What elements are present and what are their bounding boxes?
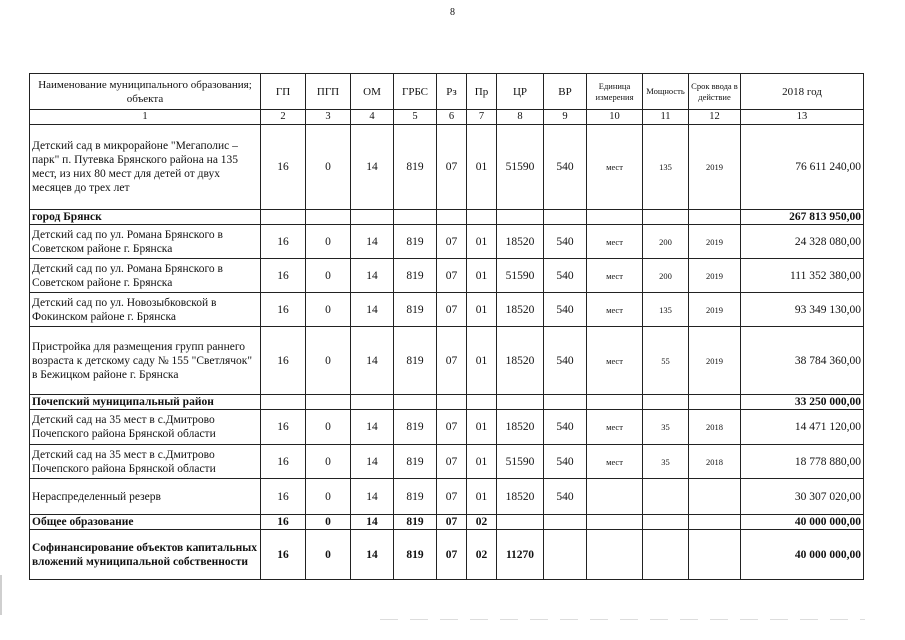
cell-grbs: 819 — [394, 293, 437, 327]
cell-pgp: 0 — [306, 293, 351, 327]
table-row — [30, 327, 864, 395]
cell-grbs: 819 — [394, 327, 437, 395]
header-vr: ВР — [544, 74, 587, 110]
header-row — [30, 74, 864, 110]
cell-amount: 111 352 380,00 — [741, 259, 864, 293]
cell-grbs: 819 — [394, 410, 437, 445]
object-name: Детский сад на 35 мест в с.Дмитрово Почепского района Брянской области — [30, 445, 261, 479]
cell-cr — [497, 515, 544, 530]
object-name: Софинансирование объектов капитальных вложений муниципальной собственности — [30, 530, 261, 580]
object-name: Общее образование — [30, 515, 261, 530]
cell-unit — [587, 530, 643, 580]
empty-cell — [437, 210, 467, 225]
cell-term: 2019 — [689, 293, 741, 327]
cell-om: 14 — [351, 515, 394, 530]
cell-om: 14 — [351, 445, 394, 479]
empty-cell — [394, 210, 437, 225]
cell-unit: мест — [587, 259, 643, 293]
cell-rz: 07 — [437, 515, 467, 530]
cell-grbs: 819 — [394, 225, 437, 259]
column-number: 2 — [261, 110, 306, 125]
cell-capacity — [643, 515, 689, 530]
empty-cell — [544, 395, 587, 410]
header-unit: Единица измерения — [587, 74, 643, 110]
column-number: 8 — [497, 110, 544, 125]
cell-unit: мест — [587, 293, 643, 327]
empty-cell — [437, 395, 467, 410]
cell-vr: 540 — [544, 327, 587, 395]
cell-amount: 30 307 020,00 — [741, 479, 864, 515]
cell-unit: мест — [587, 410, 643, 445]
group-name: город Брянск — [30, 210, 261, 225]
header-capacity: Мощность — [643, 74, 689, 110]
empty-cell — [351, 210, 394, 225]
cell-rz: 07 — [437, 530, 467, 580]
empty-cell — [467, 395, 497, 410]
group-row — [30, 395, 864, 410]
cell-grbs: 819 — [394, 125, 437, 210]
cell-grbs: 819 — [394, 445, 437, 479]
cell-gp: 16 — [261, 259, 306, 293]
column-number: 9 — [544, 110, 587, 125]
empty-cell — [689, 210, 741, 225]
cell-pr: 01 — [467, 225, 497, 259]
cell-unit — [587, 479, 643, 515]
empty-cell — [351, 395, 394, 410]
cell-pr: 02 — [467, 530, 497, 580]
table-row — [30, 445, 864, 479]
table-row — [30, 259, 864, 293]
group-row — [30, 210, 864, 225]
cell-amount: 18 778 880,00 — [741, 445, 864, 479]
cell-cr: 51590 — [497, 125, 544, 210]
cell-vr: 540 — [544, 225, 587, 259]
cell-rz: 07 — [437, 225, 467, 259]
cell-pgp: 0 — [306, 515, 351, 530]
cell-om: 14 — [351, 479, 394, 515]
cell-rz: 07 — [437, 259, 467, 293]
page-number: 8 — [450, 7, 455, 18]
empty-cell — [261, 395, 306, 410]
empty-cell — [587, 210, 643, 225]
cell-term — [689, 515, 741, 530]
cell-amount: 38 784 360,00 — [741, 327, 864, 395]
cell-term — [689, 479, 741, 515]
cell-vr: 540 — [544, 125, 587, 210]
empty-cell — [306, 395, 351, 410]
cell-term: 2019 — [689, 327, 741, 395]
cell-pgp: 0 — [306, 225, 351, 259]
cell-amount: 40 000 000,00 — [741, 530, 864, 580]
cell-term: 2018 — [689, 445, 741, 479]
table-row — [30, 125, 864, 210]
column-number: 4 — [351, 110, 394, 125]
cell-term: 2018 — [689, 410, 741, 445]
cell-pgp: 0 — [306, 410, 351, 445]
empty-cell — [497, 395, 544, 410]
cell-amount: 24 328 080,00 — [741, 225, 864, 259]
cell-grbs: 819 — [394, 259, 437, 293]
cell-pgp: 0 — [306, 445, 351, 479]
cell-vr: 540 — [544, 259, 587, 293]
empty-cell — [467, 210, 497, 225]
table-row — [30, 225, 864, 259]
cell-pr: 01 — [467, 125, 497, 210]
group-amount: 33 250 000,00 — [741, 395, 864, 410]
cell-cr: 51590 — [497, 445, 544, 479]
cell-om: 14 — [351, 293, 394, 327]
cell-pr: 01 — [467, 327, 497, 395]
header-term: Срок ввода в действие — [689, 74, 741, 110]
cell-vr: 540 — [544, 293, 587, 327]
header-pr: Пр — [467, 74, 497, 110]
cell-capacity: 35 — [643, 445, 689, 479]
cell-om: 14 — [351, 410, 394, 445]
cell-pgp: 0 — [306, 479, 351, 515]
cell-term — [689, 530, 741, 580]
cell-pr: 01 — [467, 410, 497, 445]
cell-amount: 93 349 130,00 — [741, 293, 864, 327]
cell-om: 14 — [351, 259, 394, 293]
header-pgp: ПГП — [306, 74, 351, 110]
object-name: Нераспределенный резерв — [30, 479, 261, 515]
cell-capacity: 135 — [643, 293, 689, 327]
cell-grbs: 819 — [394, 515, 437, 530]
cell-pr: 02 — [467, 515, 497, 530]
header-year: 2018 год — [741, 74, 864, 110]
cell-unit: мест — [587, 327, 643, 395]
cell-om: 14 — [351, 327, 394, 395]
header-name: Наименование муниципального образования; объекта — [30, 74, 261, 110]
cell-grbs: 819 — [394, 479, 437, 515]
cell-rz: 07 — [437, 410, 467, 445]
header-om: ОМ — [351, 74, 394, 110]
table-row — [30, 530, 864, 580]
cell-gp: 16 — [261, 410, 306, 445]
cell-vr: 540 — [544, 445, 587, 479]
column-number-row — [30, 110, 864, 125]
cell-capacity: 135 — [643, 125, 689, 210]
empty-cell — [306, 210, 351, 225]
empty-cell — [394, 395, 437, 410]
table-row — [30, 479, 864, 515]
column-number: 1 — [30, 110, 261, 125]
cell-gp: 16 — [261, 293, 306, 327]
cell-pgp: 0 — [306, 259, 351, 293]
cell-pr: 01 — [467, 293, 497, 327]
cell-gp: 16 — [261, 225, 306, 259]
scan-edge-mark — [0, 575, 2, 615]
cell-gp: 16 — [261, 445, 306, 479]
cell-capacity: 200 — [643, 259, 689, 293]
group-amount: 267 813 950,00 — [741, 210, 864, 225]
cell-pr: 01 — [467, 445, 497, 479]
cell-pgp: 0 — [306, 327, 351, 395]
cell-cr: 18520 — [497, 410, 544, 445]
object-name: Детский сад по ул. Новозыбковской в Фокинском районе г. Брянска — [30, 293, 261, 327]
cell-rz: 07 — [437, 293, 467, 327]
column-number: 5 — [394, 110, 437, 125]
cell-vr — [544, 530, 587, 580]
empty-cell — [587, 395, 643, 410]
column-number: 13 — [741, 110, 864, 125]
cell-cr: 11270 — [497, 530, 544, 580]
cell-om: 14 — [351, 125, 394, 210]
cell-unit: мест — [587, 445, 643, 479]
cell-capacity: 35 — [643, 410, 689, 445]
cell-rz: 07 — [437, 327, 467, 395]
cell-term: 2019 — [689, 225, 741, 259]
empty-cell — [497, 210, 544, 225]
empty-cell — [643, 210, 689, 225]
cell-pgp: 0 — [306, 530, 351, 580]
header-cr: ЦР — [497, 74, 544, 110]
empty-cell — [643, 395, 689, 410]
cell-gp: 16 — [261, 479, 306, 515]
cell-vr: 540 — [544, 479, 587, 515]
cell-capacity — [643, 479, 689, 515]
cell-cr: 18520 — [497, 327, 544, 395]
cell-gp: 16 — [261, 327, 306, 395]
cell-cr: 51590 — [497, 259, 544, 293]
cell-unit: мест — [587, 225, 643, 259]
cell-vr: 540 — [544, 410, 587, 445]
cell-rz: 07 — [437, 479, 467, 515]
header-rz: Рз — [437, 74, 467, 110]
group-name: Почепский муниципальный район — [30, 395, 261, 410]
table-row — [30, 293, 864, 327]
cell-amount: 40 000 000,00 — [741, 515, 864, 530]
cell-term: 2019 — [689, 125, 741, 210]
object-name: Детский сад по ул. Романа Брянского в Советском районе г. Брянска — [30, 259, 261, 293]
cell-term: 2019 — [689, 259, 741, 293]
scan-bleed-line — [380, 619, 865, 620]
cell-capacity: 55 — [643, 327, 689, 395]
object-name: Детский сад по ул. Романа Брянского в Советском районе г. Брянска — [30, 225, 261, 259]
empty-cell — [544, 210, 587, 225]
cell-rz: 07 — [437, 445, 467, 479]
cell-grbs: 819 — [394, 530, 437, 580]
column-number: 10 — [587, 110, 643, 125]
column-number: 6 — [437, 110, 467, 125]
empty-cell — [689, 395, 741, 410]
cell-om: 14 — [351, 225, 394, 259]
column-number: 11 — [643, 110, 689, 125]
cell-unit — [587, 515, 643, 530]
cell-gp: 16 — [261, 530, 306, 580]
cell-unit: мест — [587, 125, 643, 210]
cell-cr: 18520 — [497, 225, 544, 259]
cell-rz: 07 — [437, 125, 467, 210]
empty-cell — [261, 210, 306, 225]
header-gp: ГП — [261, 74, 306, 110]
table-row — [30, 410, 864, 445]
cell-cr: 18520 — [497, 479, 544, 515]
cell-gp: 16 — [261, 125, 306, 210]
table-row — [30, 515, 864, 530]
cell-pr: 01 — [467, 259, 497, 293]
column-number: 12 — [689, 110, 741, 125]
cell-vr — [544, 515, 587, 530]
header-grbs: ГРБС — [394, 74, 437, 110]
object-name: Пристройка для размещения групп раннего возраста к детскому саду № 155 "Светлячок" в Бежицком районе г. Брянска — [30, 327, 261, 395]
column-number: 3 — [306, 110, 351, 125]
cell-pgp: 0 — [306, 125, 351, 210]
cell-capacity — [643, 530, 689, 580]
cell-pr: 01 — [467, 479, 497, 515]
cell-cr: 18520 — [497, 293, 544, 327]
column-number: 7 — [467, 110, 497, 125]
budget-table — [29, 73, 864, 580]
object-name: Детский сад на 35 мест в с.Дмитрово Почепского района Брянской области — [30, 410, 261, 445]
cell-capacity: 200 — [643, 225, 689, 259]
cell-amount: 76 611 240,00 — [741, 125, 864, 210]
object-name: Детский сад в микрорайоне "Мегаполис – парк" п. Путевка Брянского района на 135 мест, из них 80 мест для детей от двух месяцев до трех лет — [30, 125, 261, 210]
cell-amount: 14 471 120,00 — [741, 410, 864, 445]
cell-om: 14 — [351, 530, 394, 580]
cell-gp: 16 — [261, 515, 306, 530]
